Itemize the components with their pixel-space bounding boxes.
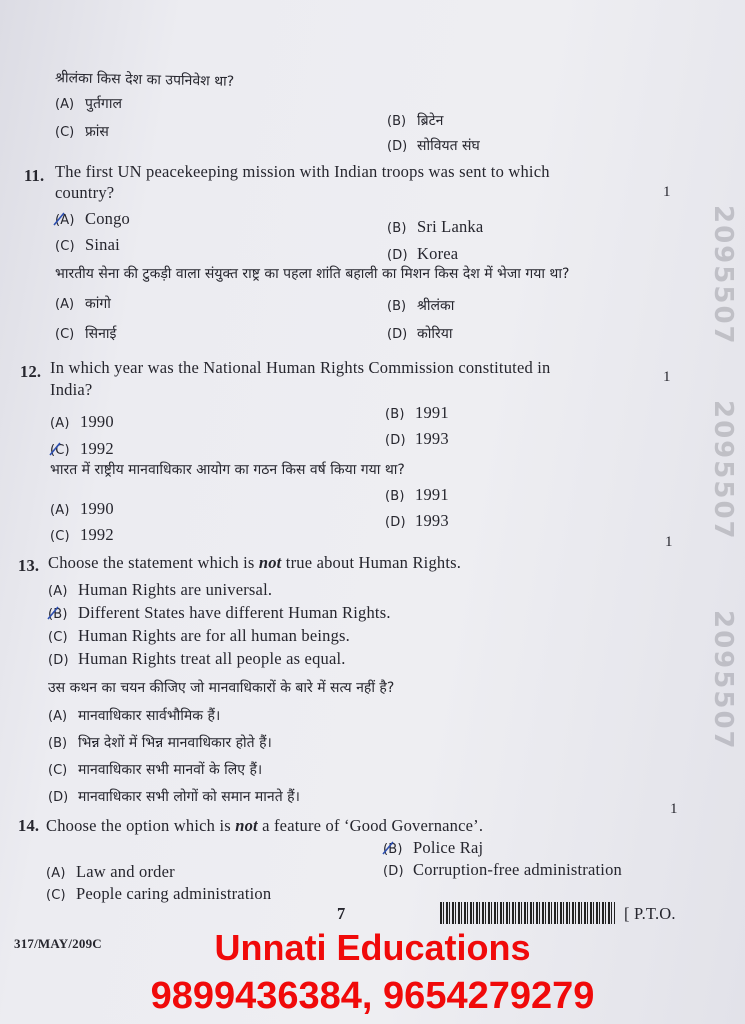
option-label: (A): [46, 866, 66, 881]
q10-option-c: [55, 124, 109, 141]
option-text: Sinai: [85, 235, 120, 254]
q11-hindi-option-d: [387, 326, 452, 343]
q12-hindi-stem: भारत में राष्ट्रीय मानवाधिकार आयोग का गठन किस वर्ष किया गया था?: [50, 462, 405, 478]
option-text: मानवाधिकार सार्वभौमिक हैं।: [78, 708, 221, 724]
q13-option-b: [48, 603, 391, 623]
q12-option-b: [385, 403, 449, 423]
option-label: (D): [385, 433, 406, 448]
q10-option-b: [387, 113, 443, 130]
option-text: People caring administration: [76, 884, 272, 903]
option-label: (A): [55, 297, 75, 312]
option-label: (A): [50, 416, 70, 431]
q13-stem: [48, 553, 461, 573]
q13-option-a: [48, 580, 272, 600]
serial-stamp: 2095507: [708, 205, 738, 346]
option-text: 1991: [415, 403, 449, 422]
option-text: Human Rights are universal.: [78, 580, 273, 599]
option-label: (D): [48, 790, 69, 805]
option-text: Police Raj: [413, 838, 484, 857]
watermark-title: Unnati Educations: [214, 927, 531, 968]
stem-emphasis: not: [258, 553, 282, 572]
option-label: (A): [55, 213, 75, 228]
option-text: Different States have different Human Rights.: [78, 603, 391, 622]
option-text: मानवाधिकार सभी लोगों को समान मानते हैं।: [78, 789, 300, 805]
option-label: (C): [48, 630, 68, 645]
option-text: सोवियत संघ: [417, 138, 480, 154]
option-label: (D): [48, 653, 69, 668]
stem-emphasis: not: [235, 816, 258, 835]
q13-option-d: [48, 649, 346, 669]
option-text: Law and order: [76, 862, 175, 881]
option-text: पुर्तगाल: [85, 96, 122, 112]
option-text: 1990: [80, 499, 114, 518]
stem-text: true about Human Rights.: [281, 553, 462, 572]
option-label: (C): [46, 888, 66, 903]
pto-label: [ P.T.O.: [624, 904, 676, 923]
q11-hindi-option-b: [387, 298, 454, 315]
q13-hindi-option-b: [48, 735, 272, 752]
option-text: 1993: [415, 511, 449, 530]
option-text: Human Rights are for all human beings.: [78, 626, 351, 645]
option-label: (D): [387, 248, 408, 263]
pen-tick-icon: [381, 840, 395, 856]
option-text: 1991: [415, 485, 449, 504]
q14-option-d: [383, 860, 622, 880]
q13-hindi-stem: उस कथन का चयन कीजिए जो मानवाधिकारों के बारे में सत्य नहीं है?: [48, 680, 395, 696]
q12-option-a: [50, 412, 114, 432]
q13-option-c: [48, 626, 350, 646]
option-label: (D): [383, 864, 404, 879]
option-text: 1992: [80, 525, 114, 544]
pen-tick-icon: [48, 441, 62, 457]
q12-option-d: [385, 429, 449, 449]
option-text: 1990: [80, 412, 114, 431]
option-text: Congo: [85, 209, 131, 228]
option-text: मानवाधिकार सभी मानवों के लिए हैं।: [78, 762, 263, 778]
pen-tick-icon: [46, 605, 60, 621]
q10-hindi-stem: श्रीलंका किस देश का उपनिवेश था?: [54, 70, 235, 90]
option-text: सिनाई: [85, 326, 117, 342]
q14-option-a: [46, 862, 175, 882]
option-label: (A): [55, 97, 75, 112]
option-text: कांगो: [85, 296, 111, 312]
option-label: (C): [50, 529, 70, 544]
option-label: (B): [387, 299, 407, 314]
q14-option-b: [383, 838, 483, 858]
q10-option-d: [387, 138, 480, 155]
option-text: Korea: [417, 244, 459, 263]
paper-code: 317/MAY/209C: [14, 936, 102, 951]
option-label: (A): [48, 709, 68, 724]
q13-number: 13.: [18, 556, 40, 575]
q12-hindi-option-d: [385, 511, 449, 531]
option-label: (C): [55, 327, 75, 342]
stem-text: Choose the statement which is: [48, 553, 259, 572]
option-text: भिन्न देशों में भिन्न मानवाधिकार होते हैं।: [78, 735, 272, 751]
option-label: (B): [387, 221, 407, 236]
stem-text: Choose the option which is: [46, 816, 236, 835]
q12-hindi-option-b: [385, 485, 449, 505]
q11-option-d: [387, 244, 458, 264]
option-label: (C): [48, 763, 68, 778]
q13-hindi-option-c: [48, 762, 262, 779]
q12-hindi-option-a: [50, 499, 114, 519]
option-label: (D): [387, 139, 408, 154]
q13-hindi-option-d: [48, 789, 300, 806]
option-text: श्रीलंका: [417, 298, 455, 314]
watermark-phone: 9899436384, 9654279279: [150, 975, 595, 1017]
option-label: (C): [55, 239, 75, 254]
option-text: फ्रांस: [85, 124, 109, 140]
q12-marks: 1: [663, 369, 671, 385]
option-text: Sri Lanka: [417, 217, 484, 236]
q12-number: 12.: [20, 362, 42, 381]
q14-number: 14.: [18, 816, 40, 835]
option-label: (C): [55, 125, 75, 140]
serial-stamp: 2095507: [708, 610, 738, 751]
q10-option-a: [55, 96, 122, 113]
option-text: Human Rights treat all people as equal.: [78, 649, 346, 668]
q14-stem: [46, 816, 483, 836]
option-text: ब्रिटेन: [417, 113, 444, 129]
q11-option-b: [387, 217, 483, 237]
q12-stem-line1: In which year was the National Human Rights Commission constituted in: [50, 358, 551, 377]
option-label: (D): [387, 327, 408, 342]
q11-stem-line1: The first UN peacekeeping mission with Indian troops was sent to which: [55, 162, 550, 181]
q11-hindi-option-a: [55, 296, 111, 313]
q12-stem-line2: India?: [50, 380, 93, 399]
serial-stamp: 2095507: [708, 400, 738, 541]
option-label: (B): [48, 607, 68, 622]
option-label: (D): [385, 515, 406, 530]
option-label: (C): [50, 443, 70, 458]
q11-number: 11.: [24, 166, 45, 185]
option-text: 1993: [415, 429, 449, 448]
q12-hindi-option-c: [50, 525, 114, 545]
stem-text: a feature of ‘Good Governance’.: [257, 816, 484, 835]
q14-marks: 1: [670, 801, 678, 817]
option-label: (A): [50, 503, 70, 518]
option-label: (B): [385, 407, 405, 422]
option-label: (B): [48, 736, 68, 751]
option-label: (A): [48, 584, 68, 599]
option-text: कोरिया: [417, 326, 453, 342]
q11-hindi-option-c: [55, 326, 116, 343]
option-label: (B): [383, 842, 403, 857]
barcode: [440, 902, 615, 924]
q13-marks: 1: [665, 534, 673, 550]
option-text: Corruption-free administration: [413, 860, 622, 879]
option-label: (B): [385, 489, 405, 504]
page-number: 7: [337, 904, 346, 923]
pen-tick-icon: [52, 211, 66, 227]
option-text: 1992: [80, 439, 114, 458]
q14-option-c: [46, 884, 271, 904]
q13-hindi-option-a: [48, 708, 220, 725]
q11-hindi-stem: भारतीय सेना की टुकड़ी वाला संयुक्त राष्ट्र का पहला शांति बहाली का मिशन किस देश में भेजा गया था?: [55, 266, 570, 282]
q11-stem-line2: country?: [55, 183, 115, 202]
q11-marks: 1: [663, 184, 671, 200]
option-label: (B): [387, 114, 407, 129]
q11-option-a: [55, 209, 130, 229]
q11-option-c: [55, 235, 120, 255]
